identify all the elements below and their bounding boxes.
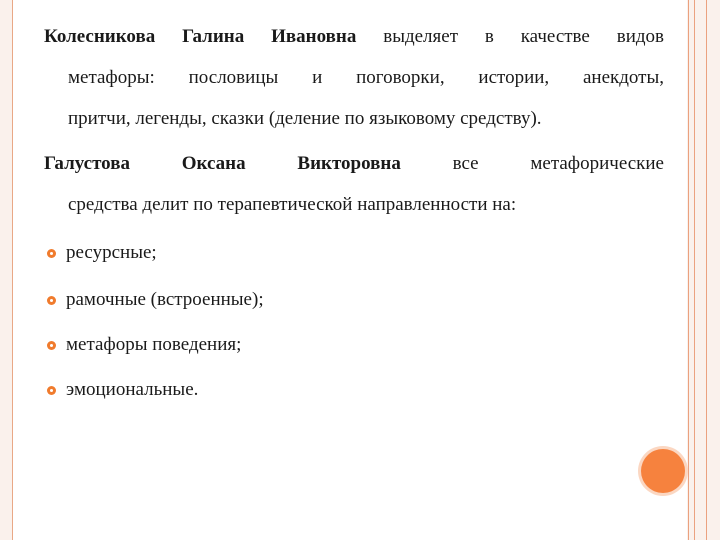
list-item — [47, 288, 264, 312]
right-decor-line-2 — [694, 0, 695, 540]
paragraph-text: выделяет в качестве видов — [356, 26, 665, 47]
paragraph-line — [44, 143, 664, 184]
bullet-icon — [47, 296, 56, 305]
right-decor-line-1 — [688, 0, 689, 540]
bullet-icon — [47, 341, 56, 350]
list-item — [47, 241, 157, 265]
author-name: Колесникова Галина Ивановна — [44, 26, 357, 47]
paragraph-text: все метафорические — [400, 153, 664, 174]
paragraph-kolesnikova — [44, 16, 664, 139]
paragraph-line: метафоры: пословицы и поговорки, истории, анекдоты, — [68, 67, 664, 88]
list-item-text: ресурсные; — [66, 242, 157, 263]
decorative-circle — [641, 449, 685, 493]
paragraph-line: притчи, легенды, сказки (деление по языковому средству). — [68, 108, 542, 129]
author-name: Галустова Оксана Викторовна — [44, 153, 401, 174]
paragraph-line: средства делит по терапевтической направленности на: — [68, 194, 517, 215]
paragraph-line — [44, 16, 664, 57]
right-decor-line-3 — [706, 0, 707, 540]
paragraph-galustova — [44, 143, 664, 225]
list-item-text: эмоциональные. — [66, 379, 199, 400]
list-item-text: метафоры поведения; — [66, 334, 242, 355]
list-item — [47, 333, 241, 357]
bullet-icon — [47, 386, 56, 395]
list-item-text: рамочные (встроенные); — [66, 289, 264, 310]
list-item — [47, 378, 198, 402]
bullet-icon — [47, 249, 56, 258]
